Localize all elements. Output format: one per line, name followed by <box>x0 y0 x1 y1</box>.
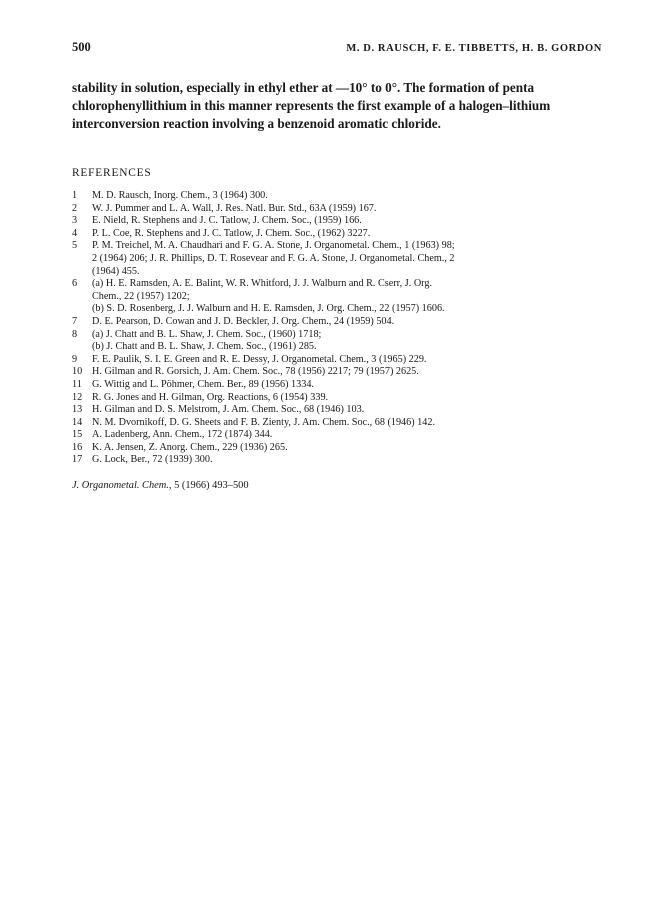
page-number: 500 <box>72 40 91 54</box>
reference-text-line: A. Ladenberg, Ann. Chem., 172 (1874) 344. <box>92 429 273 441</box>
reference-number: 12 <box>72 391 83 403</box>
journal-citation <box>72 480 602 491</box>
reference-number: 6 <box>72 278 78 290</box>
reference-number: 7 <box>72 315 78 327</box>
reference-item <box>72 429 602 442</box>
reference-item <box>72 316 602 329</box>
reference-item <box>72 454 602 467</box>
reference-text-line: G. Lock, Ber., 72 (1939) 300. <box>92 454 213 466</box>
reference-item <box>72 190 602 203</box>
reference-number: 9 <box>72 353 78 365</box>
journal-name: J. Organometal. Chem. <box>72 480 169 492</box>
reference-number: 16 <box>72 441 83 453</box>
page-header <box>72 40 602 62</box>
reference-item <box>72 203 602 216</box>
reference-text-line: H. Gilman and R. Gorsich, J. Am. Chem. Soc., 78 (1956) 2217; 79 (1957) 2625. <box>92 366 419 378</box>
reference-item <box>72 442 602 455</box>
reference-item <box>72 215 602 228</box>
reference-item <box>72 329 602 354</box>
reference-text-line: (b) S. D. Rosenberg, J. J. Walburn and H. E. Ramsden, J. Org. Chem., 22 (1957) 1606. <box>92 303 445 315</box>
reference-text-line: P. L. Coe, R. Stephens and J. C. Tatlow, J. Chem. Soc., (1962) 3227. <box>92 227 371 239</box>
reference-item <box>72 404 602 417</box>
reference-number: 13 <box>72 404 83 416</box>
reference-text-line: M. D. Rausch, Inorg. Chem., 3 (1964) 300. <box>92 190 268 201</box>
body-paragraph <box>72 79 602 133</box>
reference-text-line: F. E. Paulik, S. I. E. Green and R. E. Dessy, J. Organometal. Chem., 3 (1965) 229. <box>92 353 427 365</box>
reference-number: 14 <box>72 416 83 428</box>
references-heading: REFERENCES <box>72 167 152 179</box>
reference-item <box>72 278 602 316</box>
reference-text-line: P. M. Treichel, M. A. Chaudhari and F. G. A. Stone, J. Organometal. Chem., 1 (1963) 98; <box>92 240 455 252</box>
running-head-authors: M. D. RAUSCH, F. E. TIBBETTS, H. B. GORDON <box>346 43 602 54</box>
reference-text-line: K. A. Jensen, Z. Anorg. Chem., 229 (1936) 265. <box>92 441 288 453</box>
reference-item <box>72 379 602 392</box>
reference-text-line: Chem., 22 (1957) 1202; <box>92 290 190 302</box>
reference-item <box>72 392 602 405</box>
reference-number: 10 <box>72 366 83 378</box>
body-line: chlorophenyllithium in this manner represents the first example of a halogen–lithium <box>72 98 551 113</box>
reference-number: 8 <box>72 328 78 340</box>
reference-number: 5 <box>72 240 78 252</box>
reference-item <box>72 240 602 278</box>
reference-number: 17 <box>72 454 83 466</box>
reference-item <box>72 228 602 241</box>
reference-text-line: (1964) 455. <box>92 265 140 277</box>
reference-text-line: N. M. Dvornikoff, D. G. Sheets and F. B. Zienty, J. Am. Chem. Soc., 68 (1946) 142. <box>92 416 435 428</box>
reference-item <box>72 366 602 379</box>
reference-text-line: H. Gilman and D. S. Melstrom, J. Am. Chem. Soc., 68 (1946) 103. <box>92 404 365 416</box>
body-line: interconversion reaction involving a benzenoid aromatic chloride. <box>72 116 441 131</box>
journal-volume-pages: , 5 (1966) 493–500 <box>168 480 249 492</box>
reference-text-line: (a) J. Chatt and B. L. Shaw, J. Chem. Soc., (1960) 1718; <box>92 328 322 340</box>
reference-text-line: (b) J. Chatt and B. L. Shaw, J. Chem. Soc., (1961) 285. <box>92 341 317 353</box>
reference-text-line: W. J. Pummer and L. A. Wall, J. Res. Natl. Bur. Std., 63A (1959) 167. <box>92 202 377 214</box>
reference-text-line: D. E. Pearson, D. Cowan and J. D. Beckler, J. Org. Chem., 24 (1959) 504. <box>92 315 395 327</box>
reference-text-line: 2 (1964) 206; J. R. Phillips, D. T. Rosevear and F. G. A. Stone, J. Organometal. Chem., 2 <box>92 252 455 264</box>
page <box>72 40 602 491</box>
reference-text-line: E. Nield, R. Stephens and J. C. Tatlow, J. Chem. Soc., (1959) 166. <box>92 215 362 227</box>
reference-item <box>72 417 602 430</box>
reference-number: 15 <box>72 429 83 441</box>
reference-item <box>72 354 602 367</box>
reference-text-line: G. Wittig and L. Pöhmer, Chem. Ber., 89 (1956) 1334. <box>92 378 314 390</box>
reference-list <box>72 190 602 467</box>
reference-number: 3 <box>72 215 78 227</box>
body-line: stability in solution, especially in ethyl ether at —10° to 0°. The formation of penta <box>72 80 535 95</box>
reference-text-line: R. G. Jones and H. Gilman, Org. Reactions, 6 (1954) 339. <box>92 391 329 403</box>
reference-number: 11 <box>72 378 82 390</box>
reference-number: 4 <box>72 227 78 239</box>
reference-number: 1 <box>72 190 78 201</box>
reference-text-line: (a) H. E. Ramsden, A. E. Balint, W. R. Whitford, J. J. Walburn and R. Cserr, J. Org. <box>92 278 433 290</box>
reference-number: 2 <box>72 202 78 214</box>
